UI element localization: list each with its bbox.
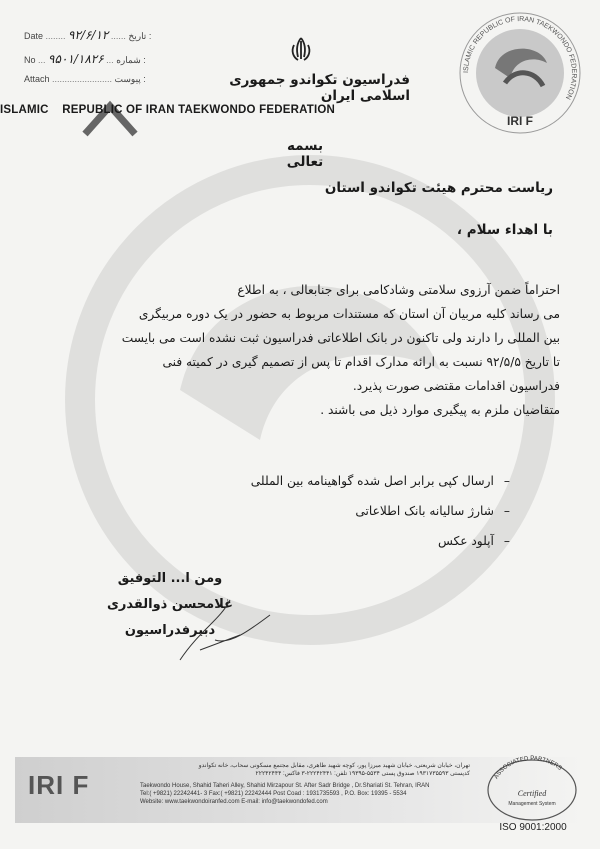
footer-address-en: Taekwondo House, Shahid Taheri Alley, Shahid Mirzapour St. After Sadr Bridge , Dr.Shariati St. Tehran, IRAN (140, 783, 430, 789)
number-label-fa: شماره : (116, 55, 146, 65)
handwritten-signature (170, 590, 280, 670)
iran-emblem-icon (286, 35, 316, 65)
cert-sub: Management System (508, 801, 556, 807)
list-item: – شارژ سالیانه بانک اطلاعاتی (150, 496, 510, 526)
date-label-fa: تاریخ : (128, 31, 152, 41)
certification-badge (484, 752, 580, 822)
body-line: متقاضیان ملزم به پیگیری موارد ذیل می باشند . (320, 403, 560, 417)
org-name-fa: فدراسیون تکواندو جمهوری اسلامی ایران (229, 72, 410, 104)
body-line: تا تاریخ ۹۲/۵/۵ نسبت به ارائه مدارک اقدام تا پس از تصمیم گیری در کمیته فنی (162, 355, 560, 369)
attach-field: Attach ........................ پیوست : (24, 74, 146, 84)
list-item: – آپلود عکس (150, 526, 510, 556)
greeting: با اهداء سلام ، (456, 222, 553, 238)
body-line: فدراسیون اقدامات مقتضی صورت پذیرد. (352, 379, 560, 393)
federation-seal (455, 8, 585, 138)
attach-label-fa: پیوست : (114, 74, 146, 84)
requirements-list (150, 466, 510, 556)
number-value: ۹۵۰۱/۱۸۲۶ (48, 52, 104, 66)
seal-ring-text: ISLAMIC REPUBLIC OF IRAN TAEKWONDO FEDERATION (462, 15, 578, 101)
footer-address-fa-2: کدپستی ۱۹۳۱۷۳۵۵۹۳ صندوق پستی ۵۵۳۴-۱۹۳۹۵ تلفن: ۲۲۲۴۲۴۴۱-۳ فاکس: ۲۲۲۴۲۴۴۴ (255, 771, 470, 777)
chevron-mark-icon (80, 92, 140, 142)
letter-body (50, 278, 560, 422)
number-field: No ... ۹۵۰۱/۱۸۲۶ ... شماره : (24, 52, 146, 66)
svg-text:ASSOCIATED PARTNERS (494, 756, 563, 780)
signer-name: غلامحسن ذوالقدری (107, 597, 233, 612)
list-item: – ارسال کپی برابر اصل شده گواهینامه بین المللی (150, 466, 510, 496)
footer-logo: IRI F (28, 770, 90, 800)
attach-label-en: Attach (24, 74, 50, 84)
body-line: می رساند کلیه مربیان آن استان که مستندات مربوط به حضور در یک دوره مربیگری (138, 307, 560, 321)
invocation: بسمه تعالی (286, 138, 324, 170)
org-name-en: ISLAMIC REPUBLIC OF IRAN TAEKWONDO FEDERATION (0, 104, 335, 116)
body-line: بین المللی را دارند ولی تاکنون در بانک اطلاعاتی فدراسیون ثبت نشده است می بایست (121, 331, 560, 345)
certification-icon (484, 752, 580, 822)
recipient: ریاست محترم هیئت تکواندو استان (324, 180, 553, 196)
date-label-en: Date (24, 31, 44, 41)
signer-title: دبیرفدراسیون (124, 623, 216, 638)
seal-logo-text: IRI F (507, 114, 533, 128)
iso-label: ISO 9001:2000 (499, 822, 567, 833)
closing: ومن ا... التوفیق (117, 571, 223, 586)
footer-address-fa-1: تهران، خیابان شریعتی، خیابان شهید میرزا پور، کوچه شهید طاهری، مقابل مجتمع مسکونی سحاب، خانه تکواندو (198, 763, 470, 769)
date-field: Date ........ ۹۲/۶/۱۲ ...... تاریخ : (24, 28, 152, 42)
body-line: احتراماً ضمن آرزوی سلامتی وشادکامی برای جنابعالی ، به اطلاع (237, 283, 560, 297)
date-value: ۹۲/۶/۱۲ (68, 28, 109, 42)
cert-label: Certified (517, 789, 547, 798)
footer-phones: Tel:( +9821) 22242441- 3 Fax:( +9821) 22242444 Post Coad : 1931735593 , P.O. Box: 19395 - 5534 (140, 791, 407, 797)
number-label-en: No (24, 55, 36, 65)
footer-web: Website: www.taekwondoiranfed.com E-mail: info@taekwondofed.com (140, 799, 328, 805)
cert-ring-text: ASSOCIATED PARTNERS (493, 755, 563, 781)
footer-address (140, 762, 470, 806)
